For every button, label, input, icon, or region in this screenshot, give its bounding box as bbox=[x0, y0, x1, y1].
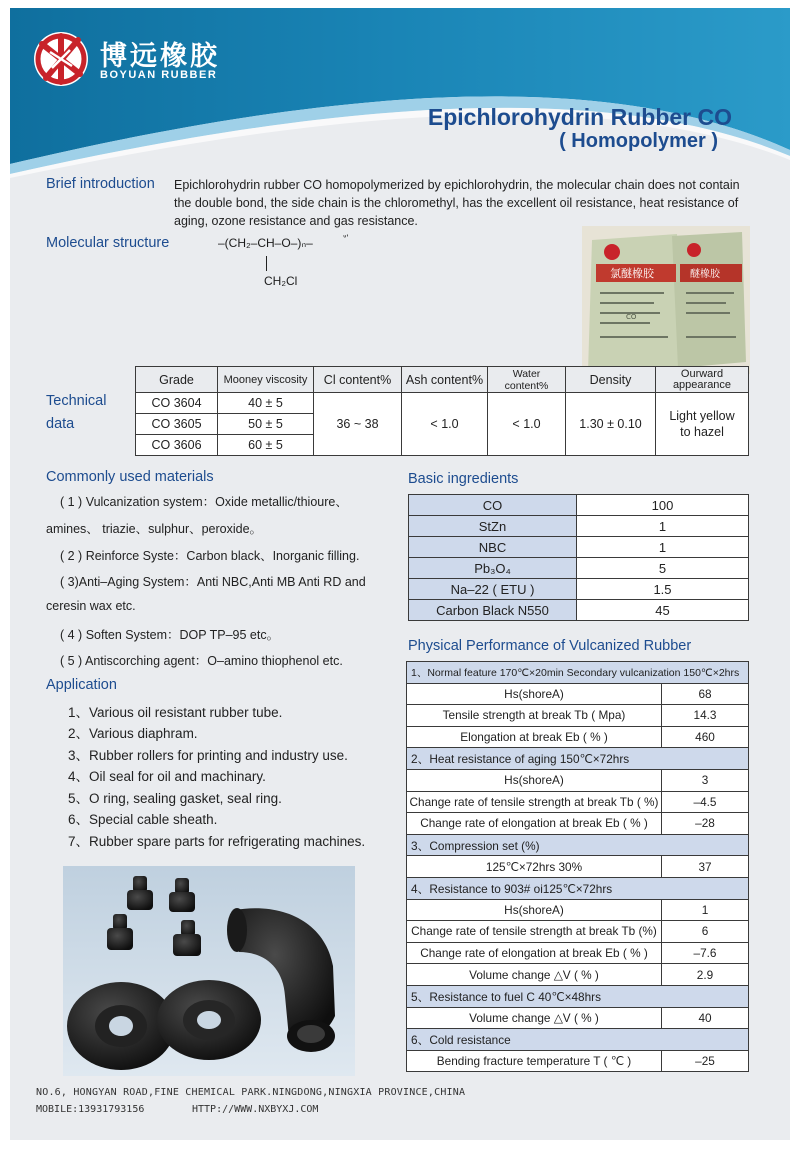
table-row bbox=[407, 1007, 749, 1029]
materials-line: ( 2 ) Reinforce Syste：Carbon black、Inorganic filling. bbox=[60, 549, 360, 563]
application-item: 6、Special cable sheath. bbox=[68, 812, 218, 827]
col-cl: Cl content% bbox=[314, 367, 402, 393]
bag-label-co: CO bbox=[626, 313, 637, 321]
brief-line-1: Epichlorohydrin rubber CO homopolymerized by epichlorohydrin, the molecular chain does not contain bbox=[174, 178, 740, 192]
materials-line: amines、 triazie、sulphur、peroxide。 bbox=[46, 522, 263, 536]
molecular-formula: –(CH₂–CH–O–)ₙ– bbox=[218, 236, 313, 250]
materials-line: ( 5 ) Antiscorching agent：O–amino thiophenol etc. bbox=[60, 654, 343, 668]
grade-cell: CO 3606 bbox=[136, 435, 218, 456]
decorative-mark: ᐡ' bbox=[343, 233, 349, 243]
page-title: Epichlorohydrin Rubber CO bbox=[427, 104, 732, 130]
materials-heading: Commonly used materials bbox=[46, 469, 214, 485]
property-value: 2.9 bbox=[662, 964, 749, 986]
table-row bbox=[409, 495, 749, 516]
table-row bbox=[407, 683, 749, 705]
group-row bbox=[407, 985, 749, 1007]
property-name: Bending fracture temperature T ( ℃ ) bbox=[407, 1050, 662, 1072]
application-item: 7、Rubber spare parts for refrigerating machines. bbox=[68, 834, 366, 849]
table-row bbox=[407, 705, 749, 727]
product-bags-photo bbox=[582, 226, 750, 374]
property-value: 460 bbox=[662, 726, 749, 748]
table-row bbox=[409, 579, 749, 600]
property-value: 40 bbox=[662, 1007, 749, 1029]
property-name: 125℃×72hrs 30% bbox=[407, 856, 662, 878]
ingredient-name: Na–22 ( ETU ) bbox=[409, 579, 577, 600]
ingredient-name: NBC bbox=[409, 537, 577, 558]
property-value: –4.5 bbox=[662, 791, 749, 813]
property-name: Volume change △V ( % ) bbox=[407, 964, 662, 986]
rubber-parts-photo bbox=[63, 866, 355, 1076]
footer-url[interactable]: HTTP://WWW.NXBYXJ.COM bbox=[192, 1104, 319, 1115]
property-value: –25 bbox=[662, 1050, 749, 1072]
footer-address: NO.6, HONGYAN ROAD,FINE CHEMICAL PARK.NINGDONG,NINGXIA PROVINCE,CHINA bbox=[36, 1087, 466, 1098]
group-row bbox=[407, 1029, 749, 1051]
technical-heading-1: Technical bbox=[46, 393, 107, 409]
bag-label-cn-2: 醚橡胶 bbox=[690, 269, 720, 280]
table-row bbox=[407, 791, 749, 813]
property-value: 1 bbox=[662, 899, 749, 921]
ingredient-name: Carbon Black N550 bbox=[409, 600, 577, 621]
table-row bbox=[407, 726, 749, 748]
application-item: 5、O ring, sealing gasket, seal ring. bbox=[68, 791, 282, 806]
group-row bbox=[407, 877, 749, 899]
ash-cell: < 1.0 bbox=[402, 393, 488, 456]
table-row bbox=[407, 899, 749, 921]
group-title: 4、Resistance to 903# oi125℃×72hrs bbox=[407, 877, 749, 899]
group-row bbox=[407, 834, 749, 856]
appearance-line-1: Light yellow bbox=[669, 409, 735, 423]
ingredient-value: 1 bbox=[577, 516, 749, 537]
appearance-line-2: to hazel bbox=[680, 425, 724, 439]
grade-cell: CO 3604 bbox=[136, 393, 218, 414]
ingredients-table bbox=[408, 494, 749, 621]
molecular-branch: CH₂Cl bbox=[264, 274, 298, 288]
col-grade: Grade bbox=[136, 367, 218, 393]
property-name: Change rate of tensile strength at break Tb (%) bbox=[407, 921, 662, 943]
bag-label-cn: 氯醚橡胶 bbox=[610, 267, 654, 280]
group-title: 5、Resistance to fuel C 40℃×48hrs bbox=[407, 985, 749, 1007]
property-value: 14.3 bbox=[662, 705, 749, 727]
ingredient-value: 45 bbox=[577, 600, 749, 621]
appearance-cell bbox=[656, 393, 749, 456]
page-subtitle: ( Homopolymer ) bbox=[559, 130, 718, 152]
col-appearance: Ourward appearance bbox=[656, 367, 749, 393]
ingredient-value: 5 bbox=[577, 558, 749, 579]
brand-name-en: BOYUAN RUBBER bbox=[100, 69, 218, 81]
application-heading: Application bbox=[46, 677, 117, 693]
table-row bbox=[407, 813, 749, 835]
table-row bbox=[407, 964, 749, 986]
group-title: 2、Heat resistance of aging 150℃×72hrs bbox=[407, 748, 749, 770]
mooney-cell: 50 ± 5 bbox=[218, 414, 314, 435]
ingredient-name: StZn bbox=[409, 516, 577, 537]
property-name: Volume change △V ( % ) bbox=[407, 1007, 662, 1029]
property-name: Change rate of tensile strength at break Tb ( %) bbox=[407, 791, 662, 813]
property-value: 3 bbox=[662, 769, 749, 791]
brand-name-cn: 博远橡胶 bbox=[100, 41, 220, 72]
property-name: Hs(shoreA) bbox=[407, 683, 662, 705]
property-value: 68 bbox=[662, 683, 749, 705]
application-item: 1、Various oil resistant rubber tube. bbox=[68, 705, 283, 720]
table-row bbox=[409, 600, 749, 621]
property-name: Hs(shoreA) bbox=[407, 899, 662, 921]
table-row bbox=[407, 856, 749, 878]
property-name: Hs(shoreA) bbox=[407, 769, 662, 791]
property-name: Change rate of elongation at break Eb ( % ) bbox=[407, 942, 662, 964]
table-row bbox=[407, 942, 749, 964]
bond-line bbox=[266, 256, 267, 271]
physical-heading: Physical Performance of Vulcanized Rubber bbox=[408, 638, 692, 654]
property-value: 6 bbox=[662, 921, 749, 943]
table-row bbox=[409, 516, 749, 537]
property-value: 37 bbox=[662, 856, 749, 878]
brief-line-3: aging, ozone resistance and gas resistance. bbox=[174, 214, 418, 228]
property-name: Elongation at break Eb ( % ) bbox=[407, 726, 662, 748]
table-row bbox=[407, 769, 749, 791]
materials-line: ceresin wax etc. bbox=[46, 599, 136, 613]
property-name: Change rate of elongation at break Eb ( % ) bbox=[407, 813, 662, 835]
application-item: 2、Various diaphram. bbox=[68, 726, 198, 741]
col-ash: Ash content% bbox=[402, 367, 488, 393]
group-row bbox=[407, 662, 749, 684]
ingredient-name: Pb₃O₄ bbox=[409, 558, 577, 579]
technical-heading-2: data bbox=[46, 416, 75, 432]
boyuan-logo bbox=[32, 30, 90, 88]
footer-mobile: MOBILE:13931793156 bbox=[36, 1104, 145, 1115]
molecular-heading: Molecular structure bbox=[46, 235, 170, 251]
table-row bbox=[407, 1050, 749, 1072]
physical-performance-table bbox=[406, 661, 749, 1072]
table-row bbox=[136, 393, 749, 414]
ingredient-value: 1.5 bbox=[577, 579, 749, 600]
table-row bbox=[407, 921, 749, 943]
col-water: Water content% bbox=[488, 367, 566, 393]
col-density: Density bbox=[566, 367, 656, 393]
group-row bbox=[407, 748, 749, 770]
table-header-row bbox=[136, 367, 749, 393]
density-cell: 1.30 ± 0.10 bbox=[566, 393, 656, 456]
table-row bbox=[409, 537, 749, 558]
property-value: –28 bbox=[662, 813, 749, 835]
brief-heading: Brief introduction bbox=[46, 176, 155, 192]
application-item: 3、Rubber rollers for printing and industry use. bbox=[68, 748, 348, 763]
cl-cell: 36 ~ 38 bbox=[314, 393, 402, 456]
mooney-cell: 60 ± 5 bbox=[218, 435, 314, 456]
table-row bbox=[409, 558, 749, 579]
ingredient-value: 100 bbox=[577, 495, 749, 516]
property-value: –7.6 bbox=[662, 942, 749, 964]
group-title: 1、Normal feature 170℃×20min Secondary vulcanization 150℃×2hrs bbox=[407, 662, 749, 684]
group-title: 6、Cold resistance bbox=[407, 1029, 749, 1051]
property-name: Tensile strength at break Tb ( Mpa) bbox=[407, 705, 662, 727]
grade-cell: CO 3605 bbox=[136, 414, 218, 435]
materials-line: ( 3)Anti–Aging System：Anti NBC,Anti MB Anti RD and bbox=[60, 575, 366, 589]
technical-data-table bbox=[135, 366, 749, 456]
materials-line: ( 1 ) Vulcanization system：Oxide metallic/thioure、 bbox=[60, 495, 348, 509]
ingredients-heading: Basic ingredients bbox=[408, 471, 519, 487]
col-mooney: Mooney viscosity bbox=[218, 367, 314, 393]
water-cell: < 1.0 bbox=[488, 393, 566, 456]
materials-line: ( 4 ) Soften System：DOP TP–95 etc。 bbox=[60, 628, 280, 642]
brochure-page bbox=[10, 8, 790, 1140]
brief-line-2: the double bond, the side chain is the chloromethyl, has the excellent oil resistance, heat resistance of bbox=[174, 196, 739, 210]
mooney-cell: 40 ± 5 bbox=[218, 393, 314, 414]
ingredient-value: 1 bbox=[577, 537, 749, 558]
ingredient-name: CO bbox=[409, 495, 577, 516]
group-title: 3、Compression set (%) bbox=[407, 834, 749, 856]
application-item: 4、Oil seal for oil and machinary. bbox=[68, 769, 266, 784]
